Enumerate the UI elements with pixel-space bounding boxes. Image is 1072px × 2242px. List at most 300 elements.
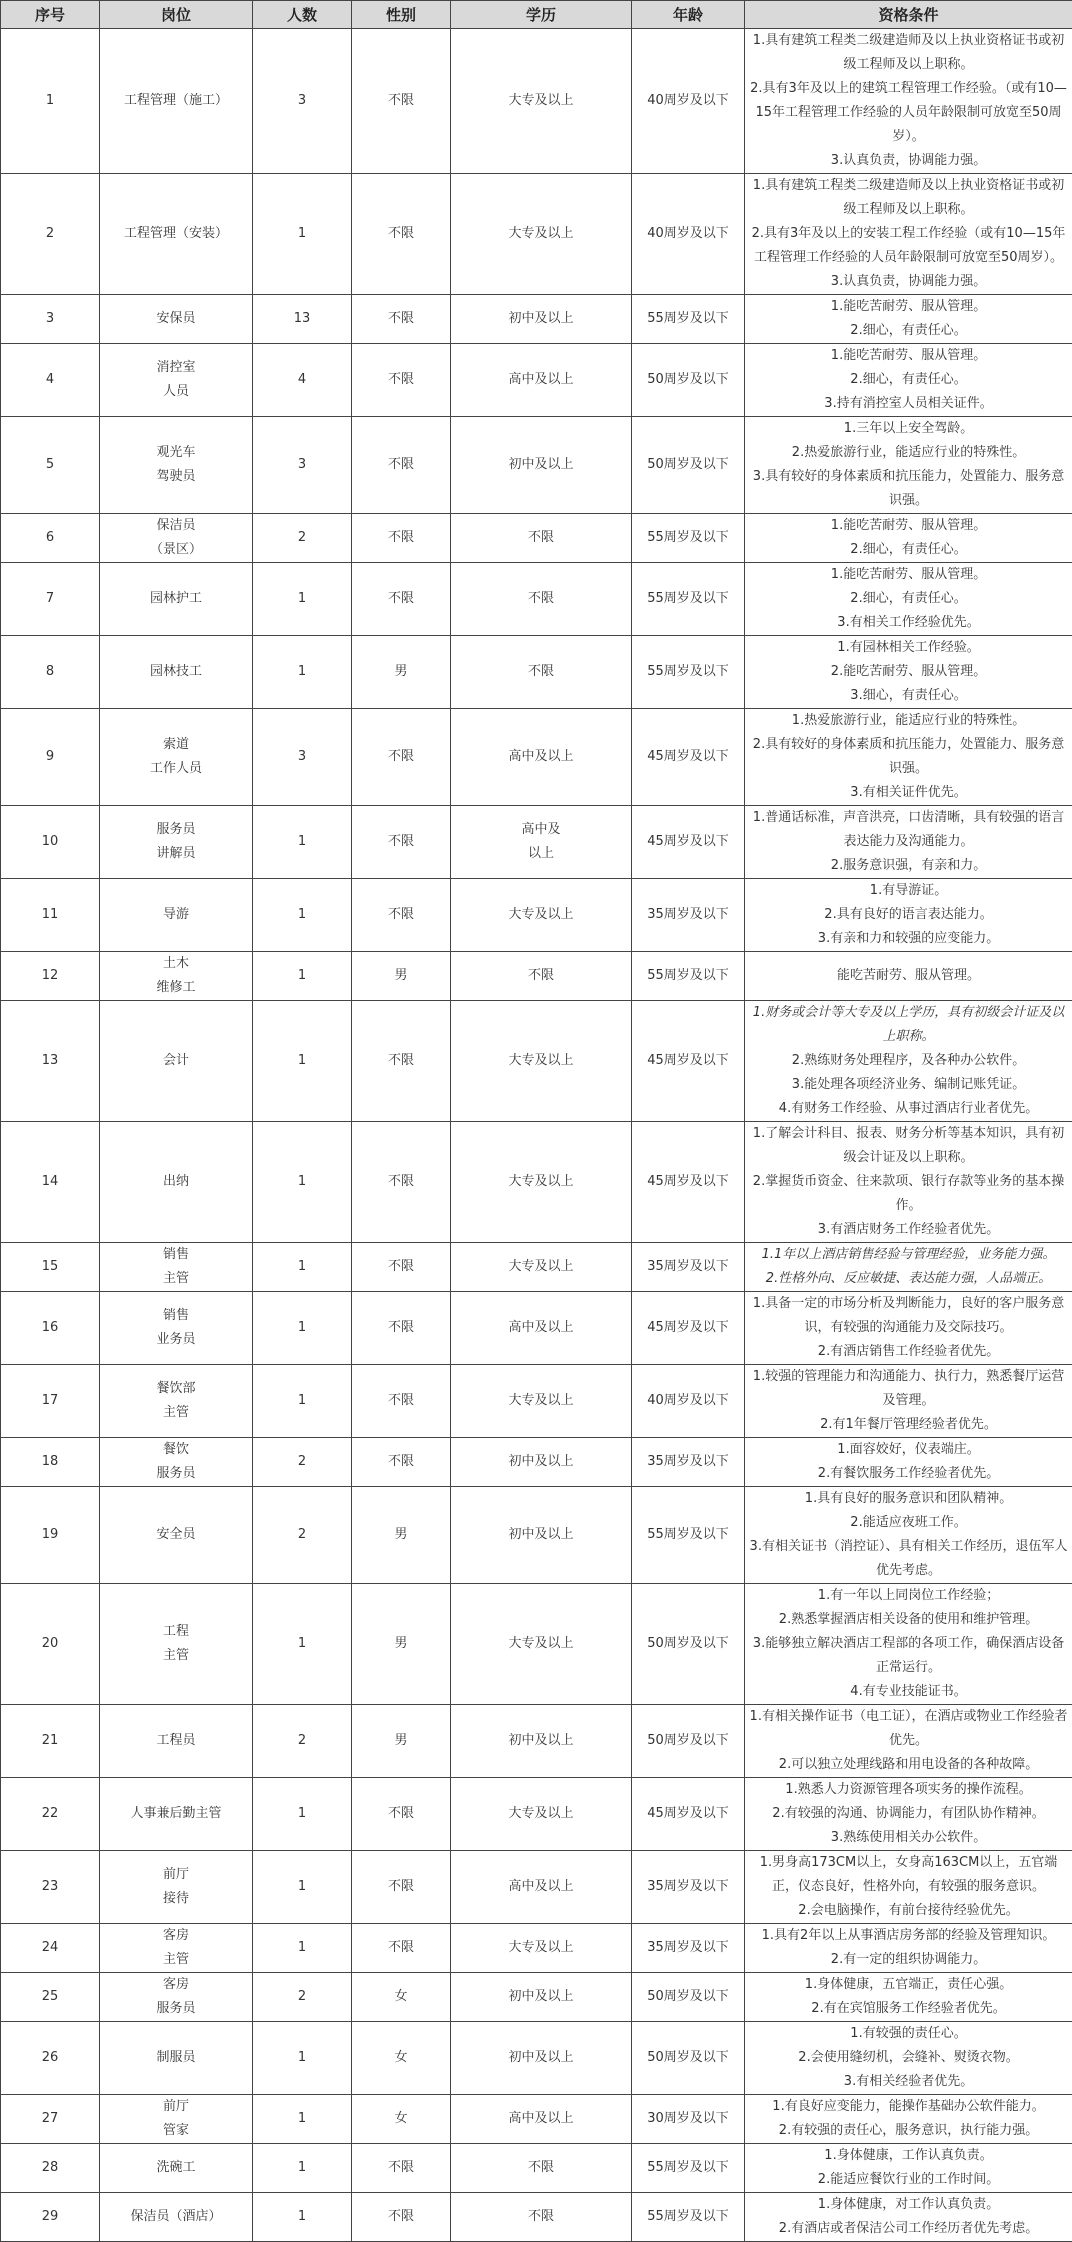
cell-gender: 女 [352,2095,451,2144]
requirement-line: 2.有较强的沟通、协调能力，有团队协作精神。 [749,1802,1068,1826]
cell-age: 40周岁及以下 [632,174,745,295]
cell-post: 工程管理（施工） [100,29,253,174]
cell-count: 1 [253,2022,352,2095]
table-row [1,879,1072,952]
table-row [1,563,1072,636]
table-row [1,636,1072,709]
cell-requirements [745,1487,1072,1584]
cell-education: 初中及以上 [451,1705,632,1778]
cell-education: 初中及以上 [451,417,632,514]
cell-count: 1 [253,1778,352,1851]
cell-gender: 女 [352,1973,451,2022]
cell-age: 35周岁及以下 [632,879,745,952]
cell-post: 安保员 [100,295,253,344]
requirement-line: 2.性格外向、反应敏捷、表达能力强，人品端正。 [749,1267,1068,1291]
requirement-line: 1.熟悉人力资源管理各项实务的操作流程。 [749,1778,1068,1802]
table-row [1,1584,1072,1705]
requirement-line: 2.具有较好的身体素质和抗压能力，处置能力、服务意识强。 [749,733,1068,781]
cell-gender: 男 [352,1705,451,1778]
cell-count: 3 [253,709,352,806]
requirement-line: 2.熟悉掌握酒店相关设备的使用和维护管理。 [749,1608,1068,1632]
cell-education: 大专及以上 [451,1924,632,1973]
table-row [1,295,1072,344]
cell-requirements [745,1584,1072,1705]
requirement-line: 1.具有良好的服务意识和团队精神。 [749,1487,1068,1511]
requirement-line: 1.男身高173CM以上，女身高163CM以上，五官端正，仪态良好，性格外向，有较强的服务意识。 [749,1851,1068,1899]
requirement-line: 2.细心，有责任心。 [749,368,1068,392]
cell-count: 1 [253,1243,352,1292]
requirement-line: 2.具有良好的语言表达能力。 [749,903,1068,927]
cell-post: 餐饮 服务员 [100,1438,253,1487]
cell-post: 前厅 接待 [100,1851,253,1924]
cell-education: 不限 [451,514,632,563]
cell-requirements [745,952,1072,1001]
cell-count: 1 [253,2193,352,2242]
cell-requirements [745,1122,1072,1243]
requirement-line: 3.具有较好的身体素质和抗压能力，处置能力、服务意识强。 [749,465,1068,513]
cell-post: 客房 主管 [100,1924,253,1973]
cell-gender: 不限 [352,879,451,952]
requirement-line: 1.有相关操作证书（电工证），在酒店或物业工作经验者优先。 [749,1705,1068,1753]
cell-age: 50周岁及以下 [632,417,745,514]
cell-no: 15 [1,1243,100,1292]
requirement-line: 4.有专业技能证书。 [749,1680,1068,1704]
requirement-line: 3.有相关证书（消控证）、具有相关工作经历，退伍军人优先考虑。 [749,1535,1068,1583]
cell-post: 会计 [100,1001,253,1122]
table-row [1,2193,1072,2242]
cell-no: 20 [1,1584,100,1705]
cell-no: 25 [1,1973,100,2022]
cell-requirements [745,2144,1072,2193]
cell-age: 30周岁及以下 [632,2095,745,2144]
requirement-line: 3.有相关工作经验优先。 [749,611,1068,635]
cell-gender: 不限 [352,1001,451,1122]
cell-gender: 不限 [352,514,451,563]
cell-requirements [745,417,1072,514]
cell-requirements [745,1001,1072,1122]
requirement-line: 3.有酒店财务工作经验者优先。 [749,1218,1068,1242]
cell-gender: 男 [352,1584,451,1705]
cell-requirements [745,563,1072,636]
cell-age: 40周岁及以下 [632,1365,745,1438]
cell-gender: 不限 [352,1122,451,1243]
requirement-line: 1.了解会计科目、报表、财务分析等基本知识，具有初级会计证及以上职称。 [749,1122,1068,1170]
requirement-line: 2.会使用缝纫机，会缝补、熨烫衣物。 [749,2046,1068,2070]
cell-education: 大专及以上 [451,1122,632,1243]
cell-education: 高中及以上 [451,1851,632,1924]
cell-gender: 不限 [352,2193,451,2242]
cell-no: 16 [1,1292,100,1365]
requirement-line: 3.细心，有责任心。 [749,684,1068,708]
cell-education: 高中及以上 [451,709,632,806]
requirement-line: 1.身体健康，对工作认真负责。 [749,2193,1068,2217]
cell-post: 园林技工 [100,636,253,709]
requirement-line: 3.认真负责，协调能力强。 [749,149,1068,173]
requirement-line: 1.有一年以上同岗位工作经验； [749,1584,1068,1608]
cell-count: 1 [253,806,352,879]
requirement-line: 3.能处理各项经济业务、编制记账凭证。 [749,1073,1068,1097]
table-row [1,2022,1072,2095]
cell-gender: 不限 [352,709,451,806]
cell-count: 1 [253,563,352,636]
cell-count: 1 [253,879,352,952]
cell-requirements [745,1973,1072,2022]
cell-no: 10 [1,806,100,879]
cell-no: 6 [1,514,100,563]
cell-post: 销售 业务员 [100,1292,253,1365]
cell-post: 洗碗工 [100,2144,253,2193]
cell-gender: 不限 [352,344,451,417]
cell-count: 1 [253,2144,352,2193]
cell-gender: 不限 [352,1243,451,1292]
requirement-line: 2.有在宾馆服务工作经验者优先。 [749,1997,1068,2021]
cell-no: 18 [1,1438,100,1487]
cell-age: 45周岁及以下 [632,709,745,806]
cell-requirements [745,1924,1072,1973]
requirement-line: 1.有良好应变能力，能操作基础办公软件能力。 [749,2095,1068,2119]
cell-education: 不限 [451,2144,632,2193]
cell-no: 22 [1,1778,100,1851]
cell-count: 1 [253,1584,352,1705]
requirement-line: 2.有酒店或者保洁公司工作经历者优先考虑。 [749,2217,1068,2241]
cell-age: 35周岁及以下 [632,1924,745,1973]
requirement-line: 1.有园林相关工作经验。 [749,636,1068,660]
cell-requirements [745,1778,1072,1851]
cell-age: 45周岁及以下 [632,1292,745,1365]
cell-post: 出纳 [100,1122,253,1243]
cell-age: 55周岁及以下 [632,952,745,1001]
cell-education: 大专及以上 [451,174,632,295]
requirement-line: 3.认真负责，协调能力强。 [749,270,1068,294]
cell-no: 14 [1,1122,100,1243]
cell-no: 13 [1,1001,100,1122]
requirement-line: 2.能适应餐饮行业的工作时间。 [749,2168,1068,2192]
table-row [1,806,1072,879]
cell-post: 工程 主管 [100,1584,253,1705]
cell-count: 2 [253,1973,352,2022]
cell-gender: 不限 [352,1851,451,1924]
cell-count: 1 [253,1924,352,1973]
cell-education: 大专及以上 [451,1778,632,1851]
cell-requirements [745,514,1072,563]
cell-no: 12 [1,952,100,1001]
cell-age: 45周岁及以下 [632,1122,745,1243]
cell-count: 2 [253,1438,352,1487]
cell-count: 2 [253,514,352,563]
cell-education: 初中及以上 [451,2022,632,2095]
requirement-line: 2.细心，有责任心。 [749,538,1068,562]
requirement-line: 1.能吃苦耐劳、服从管理。 [749,514,1068,538]
table-row [1,1292,1072,1365]
cell-requirements [745,879,1072,952]
cell-post: 保洁员 （景区） [100,514,253,563]
requirement-line: 3.有亲和力和较强的应变能力。 [749,927,1068,951]
cell-post: 人事兼后勤主管 [100,1778,253,1851]
cell-requirements [745,29,1072,174]
cell-no: 24 [1,1924,100,1973]
table-row [1,2095,1072,2144]
cell-requirements [745,1292,1072,1365]
requirement-line: 2.有酒店销售工作经验者优先。 [749,1340,1068,1364]
cell-no: 7 [1,563,100,636]
table-row [1,1438,1072,1487]
cell-requirements [745,1365,1072,1438]
table-row [1,1851,1072,1924]
requirement-line: 3.熟练使用相关办公软件。 [749,1826,1068,1850]
cell-gender: 不限 [352,29,451,174]
cell-gender: 不限 [352,563,451,636]
cell-requirements [745,636,1072,709]
cell-post: 索道 工作人员 [100,709,253,806]
table-row [1,2144,1072,2193]
cell-count: 1 [253,1001,352,1122]
cell-count: 1 [253,1365,352,1438]
cell-no: 1 [1,29,100,174]
table-row [1,417,1072,514]
cell-education: 初中及以上 [451,295,632,344]
table-row [1,709,1072,806]
cell-count: 1 [253,952,352,1001]
cell-education: 不限 [451,952,632,1001]
header-row [1,1,1072,29]
cell-no: 5 [1,417,100,514]
cell-no: 21 [1,1705,100,1778]
cell-count: 3 [253,417,352,514]
cell-count: 1 [253,174,352,295]
requirement-line: 1.具备一定的市场分析及判断能力，良好的客户服务意识，有较强的沟通能力及交际技巧。 [749,1292,1068,1340]
requirement-line: 1.三年以上安全驾龄。 [749,417,1068,441]
cell-age: 55周岁及以下 [632,1487,745,1584]
cell-requirements [745,2193,1072,2242]
cell-requirements [745,344,1072,417]
header-age: 年龄 [632,1,745,29]
cell-gender: 不限 [352,806,451,879]
cell-no: 28 [1,2144,100,2193]
cell-requirements [745,1438,1072,1487]
cell-gender: 不限 [352,1365,451,1438]
requirement-line: 3.能够独立解决酒店工程部的各项工作，确保酒店设备正常运行。 [749,1632,1068,1680]
requirement-line: 2.热爱旅游行业，能适应行业的特殊性。 [749,441,1068,465]
header-post: 岗位 [100,1,253,29]
requirement-line: 1.身体健康，五官端正，责任心强。 [749,1973,1068,1997]
requirement-line: 1.较强的管理能力和沟通能力、执行力，熟悉餐厅运营及管理。 [749,1365,1068,1413]
requirement-line: 2.具有3年及以上的安装工程工作经验（或有10—15年工程管理工作经验的人员年龄限制可放宽至50周岁）。 [749,222,1068,270]
cell-post: 园林护工 [100,563,253,636]
cell-requirements [745,2095,1072,2144]
table-row [1,1001,1072,1122]
requirement-line: 2.有1年餐厅管理经验者优先。 [749,1413,1068,1437]
cell-education: 大专及以上 [451,1365,632,1438]
table-row [1,1705,1072,1778]
table-row [1,1122,1072,1243]
requirement-line: 1.能吃苦耐劳、服从管理。 [749,563,1068,587]
cell-post: 客房 服务员 [100,1973,253,2022]
cell-count: 2 [253,1487,352,1584]
table-row [1,29,1072,174]
requirement-line: 1.能吃苦耐劳、服从管理。 [749,344,1068,368]
cell-education: 高中及以上 [451,1292,632,1365]
cell-gender: 不限 [352,1292,451,1365]
cell-no: 26 [1,2022,100,2095]
requirement-line: 1.身体健康，工作认真负责。 [749,2144,1068,2168]
table-row [1,174,1072,295]
cell-count: 13 [253,295,352,344]
cell-no: 19 [1,1487,100,1584]
cell-age: 55周岁及以下 [632,2193,745,2242]
header-no: 序号 [1,1,100,29]
requirement-line: 1.具有建筑工程类二级建造师及以上执业资格证书或初级工程师及以上职称。 [749,29,1068,77]
cell-post: 服务员 讲解员 [100,806,253,879]
cell-education: 大专及以上 [451,29,632,174]
cell-education: 初中及以上 [451,1973,632,2022]
cell-age: 50周岁及以下 [632,2022,745,2095]
cell-no: 8 [1,636,100,709]
cell-age: 50周岁及以下 [632,1973,745,2022]
cell-requirements [745,1851,1072,1924]
cell-requirements [745,1705,1072,1778]
requirement-line: 1.热爱旅游行业，能适应行业的特殊性。 [749,709,1068,733]
cell-requirements [745,1243,1072,1292]
cell-education: 高中及以上 [451,344,632,417]
header-education: 学历 [451,1,632,29]
cell-post: 观光车 驾驶员 [100,417,253,514]
cell-education: 初中及以上 [451,1487,632,1584]
cell-gender: 男 [352,952,451,1001]
requirement-line: 2.能适应夜班工作。 [749,1511,1068,1535]
requirement-line: 3.持有消控室人员相关证件。 [749,392,1068,416]
requirement-line: 1.财务或会计等大专及以上学历，具有初级会计证及以上职称。 [749,1001,1068,1049]
cell-post: 安全员 [100,1487,253,1584]
requirement-line: 1.普通话标准，声音洪亮，口齿清晰，具有较强的语言表达能力及沟通能力。 [749,806,1068,854]
cell-education: 不限 [451,2193,632,2242]
cell-age: 45周岁及以下 [632,806,745,879]
cell-requirements [745,806,1072,879]
cell-no: 4 [1,344,100,417]
cell-count: 1 [253,1292,352,1365]
cell-age: 55周岁及以下 [632,636,745,709]
cell-count: 3 [253,29,352,174]
cell-post: 前厅 管家 [100,2095,253,2144]
requirement-line: 2.具有3年及以上的建筑工程管理工作经验。（或有10—15年工程管理工作经验的人员年龄限制可放宽至50周岁）。 [749,77,1068,149]
cell-no: 3 [1,295,100,344]
requirement-line: 1.面容姣好，仪表端庄。 [749,1438,1068,1462]
table-row [1,952,1072,1001]
cell-requirements [745,174,1072,295]
cell-education: 大专及以上 [451,1243,632,1292]
table-row [1,1365,1072,1438]
header-requirements: 资格条件 [745,1,1072,29]
cell-education: 初中及以上 [451,1438,632,1487]
cell-gender: 女 [352,2022,451,2095]
requirement-line: 1.有导游证。 [749,879,1068,903]
cell-post: 餐饮部 主管 [100,1365,253,1438]
cell-post: 土木 维修工 [100,952,253,1001]
requirement-line: 2.细心，有责任心。 [749,587,1068,611]
cell-age: 55周岁及以下 [632,295,745,344]
cell-post: 工程管理（安装） [100,174,253,295]
cell-no: 17 [1,1365,100,1438]
requirement-line: 3.有相关经验者优先。 [749,2070,1068,2094]
cell-no: 27 [1,2095,100,2144]
requirement-line: 能吃苦耐劳、服从管理。 [749,964,1068,988]
cell-post: 制服员 [100,2022,253,2095]
cell-age: 55周岁及以下 [632,563,745,636]
cell-count: 1 [253,1122,352,1243]
requirement-line: 2.可以独立处理线路和用电设备的各种故障。 [749,1753,1068,1777]
requirement-line: 1.有较强的责任心。 [749,2022,1068,2046]
cell-age: 45周岁及以下 [632,1778,745,1851]
requirement-line: 2.会电脑操作，有前台接待经验优先。 [749,1899,1068,1923]
cell-gender: 男 [352,636,451,709]
table-row [1,1778,1072,1851]
cell-education: 高中及以上 [451,2095,632,2144]
cell-post: 销售 主管 [100,1243,253,1292]
requirement-line: 2.有一定的组织协调能力。 [749,1948,1068,1972]
cell-count: 1 [253,2095,352,2144]
cell-no: 2 [1,174,100,295]
requirement-line: 2.能吃苦耐劳、服从管理。 [749,660,1068,684]
table-row [1,1243,1072,1292]
table-row [1,514,1072,563]
requirement-line: 1.1年以上酒店销售经验与管理经验，业务能力强。 [749,1243,1068,1267]
cell-count: 1 [253,1851,352,1924]
cell-gender: 不限 [352,295,451,344]
cell-education: 大专及以上 [451,1001,632,1122]
header-count: 人数 [253,1,352,29]
cell-education: 大专及以上 [451,1584,632,1705]
cell-count: 1 [253,636,352,709]
cell-age: 55周岁及以下 [632,514,745,563]
requirement-line: 2.掌握货币资金、往来款项、银行存款等业务的基本操作。 [749,1170,1068,1218]
cell-post: 工程员 [100,1705,253,1778]
table-row [1,1487,1072,1584]
requirement-line: 2.熟练财务处理程序，及各种办公软件。 [749,1049,1068,1073]
cell-age: 35周岁及以下 [632,1851,745,1924]
requirement-line: 1.具有2年以上从事酒店房务部的经验及管理知识。 [749,1924,1068,1948]
cell-requirements [745,709,1072,806]
requirement-line: 4.有财务工作经验、从事过酒店行业者优先。 [749,1097,1068,1121]
cell-age: 35周岁及以下 [632,1438,745,1487]
requirement-line: 1.具有建筑工程类二级建造师及以上执业资格证书或初级工程师及以上职称。 [749,174,1068,222]
cell-gender: 男 [352,1487,451,1584]
cell-education: 高中及 以上 [451,806,632,879]
cell-gender: 不限 [352,1924,451,1973]
cell-age: 55周岁及以下 [632,2144,745,2193]
cell-requirements [745,295,1072,344]
cell-requirements [745,2022,1072,2095]
cell-no: 9 [1,709,100,806]
requirement-line: 3.有相关证件优先。 [749,781,1068,805]
cell-age: 50周岁及以下 [632,344,745,417]
cell-count: 2 [253,1705,352,1778]
requirement-line: 2.有餐饮服务工作经验者优先。 [749,1462,1068,1486]
cell-no: 29 [1,2193,100,2242]
cell-gender: 不限 [352,1438,451,1487]
cell-gender: 不限 [352,417,451,514]
cell-age: 50周岁及以下 [632,1584,745,1705]
requirement-line: 2.有较强的责任心，服务意识，执行能力强。 [749,2119,1068,2143]
table-row [1,1973,1072,2022]
cell-post: 导游 [100,879,253,952]
requirement-line: 1.能吃苦耐劳、服从管理。 [749,295,1068,319]
cell-no: 11 [1,879,100,952]
requirement-line: 2.服务意识强，有亲和力。 [749,854,1068,878]
cell-age: 35周岁及以下 [632,1243,745,1292]
cell-age: 45周岁及以下 [632,1001,745,1122]
requirement-line: 2.细心，有责任心。 [749,319,1068,343]
cell-gender: 不限 [352,1778,451,1851]
cell-age: 50周岁及以下 [632,1705,745,1778]
